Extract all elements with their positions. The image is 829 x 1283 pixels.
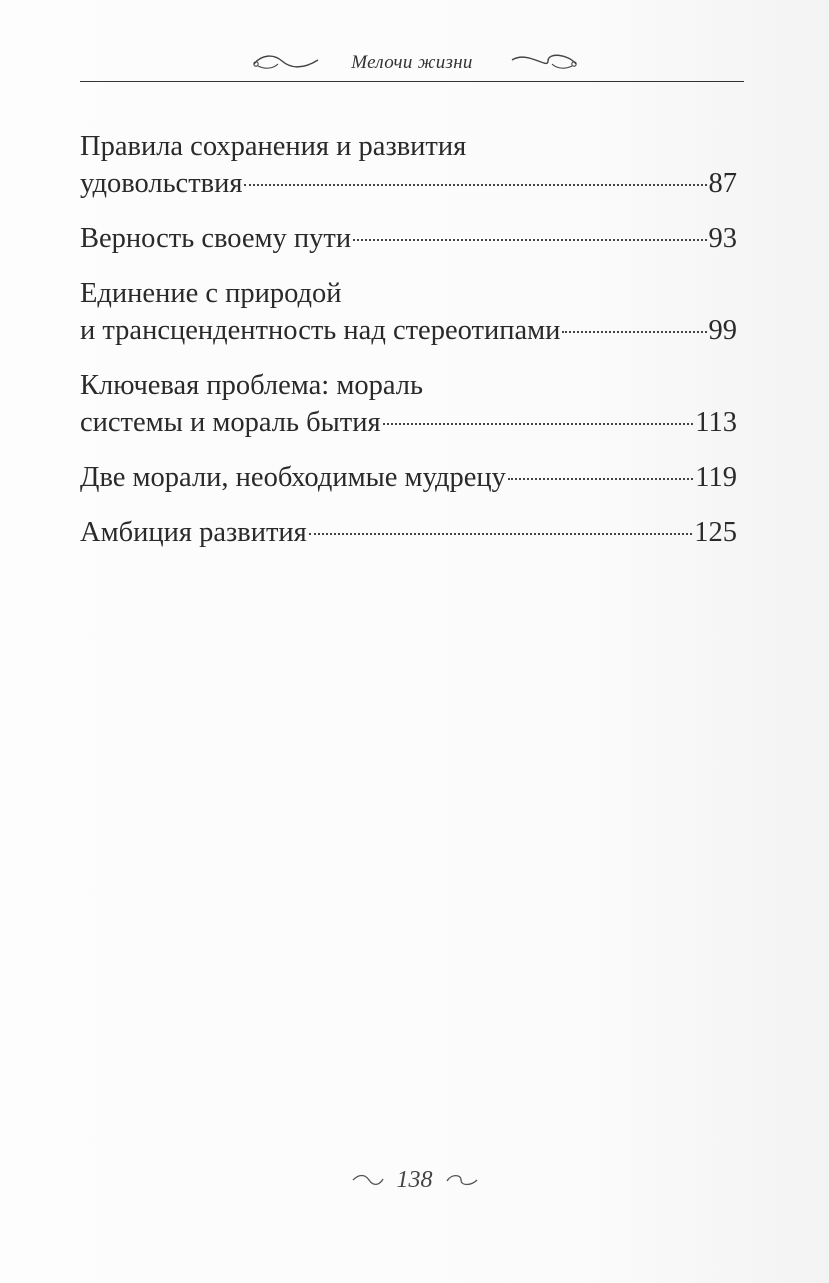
toc-entry[interactable] [80, 220, 737, 257]
right-ornament-icon [445, 1173, 479, 1187]
toc-entry[interactable] [80, 128, 737, 202]
toc-entry[interactable] [80, 514, 737, 551]
table-of-contents [80, 128, 737, 569]
header-rule [80, 81, 744, 82]
toc-entry[interactable] [80, 275, 737, 349]
toc-entry-title-line: удовольствия [80, 168, 243, 199]
page-number: 138 [396, 1166, 433, 1193]
dot-leader [244, 184, 706, 186]
toc-entry-page: 99 [708, 315, 737, 346]
toc-entry-title-line: Верность своему пути [80, 223, 352, 254]
toc-entry[interactable] [80, 459, 737, 496]
toc-entry-title-line: Единение с природой [80, 278, 342, 309]
toc-entry-title-line: Амбиция развития [80, 517, 307, 548]
dot-leader [562, 331, 706, 333]
toc-entry-page: 93 [708, 223, 737, 254]
toc-entry-title-line: и трансцендентность над стереотипами [80, 315, 561, 346]
running-header [80, 44, 744, 84]
right-flourish-icon [510, 52, 578, 72]
toc-entry-title-line: Ключевая проблема: мораль [80, 370, 423, 401]
dot-leader [508, 478, 693, 480]
left-ornament-icon [351, 1173, 385, 1187]
toc-entry-title-line: Правила сохранения и развития [80, 131, 467, 162]
toc-entry-page: 87 [708, 168, 737, 199]
toc-entry-title-line: системы и мораль бытия [80, 407, 381, 438]
toc-entry-page: 125 [694, 517, 737, 548]
toc-entry[interactable] [80, 367, 737, 441]
page-footer [0, 1166, 829, 1194]
running-header-title: Мелочи жизни [351, 52, 473, 73]
dot-leader [353, 239, 706, 241]
dot-leader [309, 533, 692, 535]
toc-entry-page: 113 [695, 407, 737, 438]
dot-leader [383, 423, 694, 425]
toc-entry-title-line: Две морали, необходимые мудрецу [80, 462, 506, 493]
toc-entry-page: 119 [695, 462, 737, 493]
show-through-shadow [735, 300, 829, 1160]
